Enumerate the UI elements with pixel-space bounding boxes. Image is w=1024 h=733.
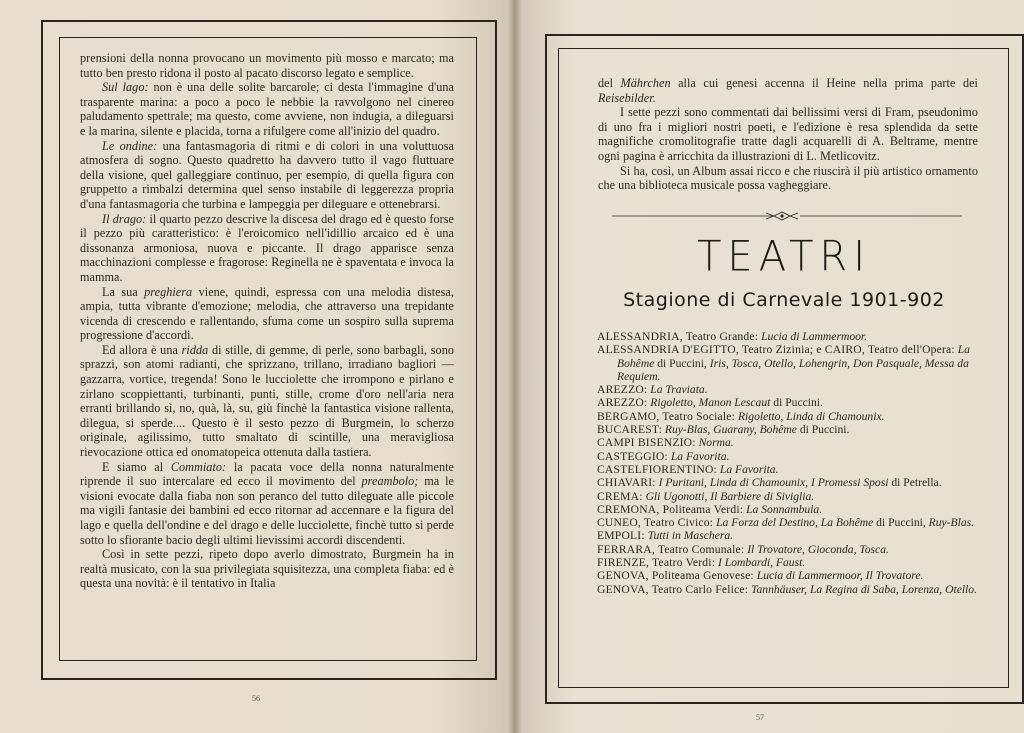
theatre-entry	[597, 436, 982, 449]
paragraph	[80, 343, 454, 460]
theatre-place: BERGAMO, Teatro Sociale:	[597, 409, 736, 423]
text-run: di Puccini,	[873, 516, 929, 530]
italic-text: Lucia di Lammermoor.	[761, 330, 868, 343]
text-run: di Petrella.	[888, 476, 942, 490]
italic-text: ridda	[181, 342, 209, 357]
text-run: La sua	[102, 284, 145, 299]
paragraph	[80, 547, 454, 591]
text-run: di Puccini,	[654, 356, 710, 370]
italic-text: Il drago:	[102, 211, 147, 226]
paragraph	[598, 164, 978, 193]
text-run: il quarto pezzo descrive la discesa del drago ed è questo forse il pezzo più caratteristico: è l'eroicomico nell'idillio arcaico ed è una dissonanza armoniosa, nuova e piccante. Il drago apparisce senza macchinazioni complesse e fragorose: Reginella ne è spaventata e invoca la mamma.	[80, 211, 454, 284]
text-run: alla cui genesi accenna il Heine nella prima parte dei	[670, 76, 978, 90]
italic-text: preghiera	[144, 284, 193, 299]
text-run: di stille, di gemme, di perle, sono barbagli, sono sprazzi, son atomi radianti, che sprizzano, trillano, irradiano bagliori — gazzarra, vortice, tregenda! Sono le lucciolette che irrompono e pirlano e zirlano scoppiettanti, turbinanti, punti, stille, crome d'oro nell'aria nera erranti brillando sì, no, quà, là, su, giù finchè la fantastica visione rallenta, dilegua, si sperde.... Questo è il sesto pezzo di Burgmein, lo scherzo originale, agilissimo, tutto smaltato di scintille, una meravigliosa rievocazione ottica ed onomatopeica ottenuta dalla tastiera.	[80, 342, 454, 460]
paragraph	[80, 460, 454, 548]
theatre-entry	[597, 503, 982, 516]
theatre-place: FERRARA, Teatro Comunale:	[597, 542, 745, 556]
italic-text: La Favorita.	[719, 462, 779, 476]
theatre-entry	[597, 383, 982, 396]
italic-text: Rigoletto, Manon Lescaut	[650, 396, 771, 410]
italic-text: Norma.	[698, 436, 734, 450]
italic-text: Commiato:	[170, 459, 227, 474]
theatre-entry	[597, 529, 982, 542]
left-page-text	[80, 51, 454, 591]
theatre-place: EMPOLI:	[597, 529, 645, 543]
italic-text: La Bohême	[617, 343, 970, 370]
paragraph	[80, 80, 454, 138]
theatre-place: CASTELFIORENTINO:	[597, 462, 717, 476]
italic-text: Rigoletto, Linda di Chamounix.	[737, 409, 885, 423]
text-run: E siamo al	[102, 459, 171, 474]
theatre-entry	[597, 396, 982, 409]
theatre-entry	[597, 556, 982, 569]
paragraph	[80, 212, 454, 285]
text-run: una fantasmagoria di ritmi e di colori in una voluttuosa atmosfera di sogno. Questo quadretto ha davvero tutto il vago fluttuare della visione, quel galleggiare continuo, per esempio, di quella figura con gruppetto a rimbalzi determina quel senso instabile di leggerezza propria d'una fantasmagoria che turbina e lampeggia per dileguare e ottenebrarsi.	[80, 138, 454, 211]
theatre-place: BUCAREST:	[597, 423, 662, 437]
text-run: Si ha, così, un Album assai ricco e che riuscirà il più artistico ornamento che una biblioteca musicale possa vagheggiare.	[598, 163, 978, 193]
theatre-place: CHIAVARI:	[597, 476, 656, 490]
theatre-entry	[597, 583, 982, 596]
italic-text: Tannhäuser, La Regina di Saba, Lorenza, Otello.	[751, 582, 977, 596]
text-run: del	[598, 76, 621, 90]
italic-text: Ruy-Blas, Guarany, Bohême	[664, 423, 797, 437]
text-run: non è una delle solite barcarole; ci desta l'immagine d'una trasparente marina: a poco a poco le nebbie la ravvolgono nel cinereo paludamento spettrale; ma questo, come avviene, non indugia, a dileguarsi e la marina, silente e placida, torna a rifulgere come all'inizio del quadro.	[80, 80, 454, 138]
text-run: ma le visioni evocate dalla fiaba non son peranco del tutto dileguate alle piccole ma vigili fantasie dei bambini ed ecco ritornar ad accennare e la figura del lago e quella dell'ondine e del drago e delle lucciolette, finchè tutto si perde sotto lo sfiorante bacio degli ultimi lievissimi accordi discendenti.	[80, 474, 454, 547]
section-heading: TEATRI	[697, 232, 871, 282]
page-number: 57	[756, 713, 764, 722]
theatre-place: ALESSANDRIA D'EGITTO, Teatro Zizinia; e CAIRO, Teatro dell'Opera:	[597, 343, 955, 357]
theatre-entry	[597, 543, 982, 556]
text-run: la pacata voce della nonna naturalmente riprende il suo intercalare ed ecco il movimento del	[80, 459, 454, 489]
section-subheading: Stagione di Carnevale 1901-902	[623, 289, 945, 311]
italic-text: Ruy-Blas.	[928, 516, 975, 530]
theatre-entry	[597, 463, 982, 476]
theatre-place: CREMA:	[597, 489, 643, 503]
theatre-entry	[597, 490, 982, 503]
paragraph	[598, 105, 978, 163]
paragraph	[598, 76, 978, 105]
paragraph	[80, 139, 454, 212]
theatre-place: CAMPI BISENZIO:	[597, 436, 696, 450]
theatre-entry	[597, 569, 982, 582]
italic-text: Mährchen	[620, 76, 671, 90]
italic-text: Iris, Tosca, Otello, Lohengrin, Don Pasquale, Messa da Requiem.	[617, 356, 969, 383]
text-run: viene, quindi, espressa con una melodia distesa, ampia, tutta vibrante d'emozione; melodia, che attraverso una trepidante vicenda di crescendo e rallentando, sfuma come un sospiro sulla suprema progressione d'accordi.	[80, 284, 454, 343]
italic-text: Gli Ugonotti, Il Barbiere di Siviglia.	[645, 489, 815, 503]
italic-text: Tutti in Maschera.	[647, 529, 734, 543]
theatre-entry	[597, 423, 982, 436]
italic-text: La Traviata.	[650, 383, 708, 397]
theatre-place: CREMONA, Politeama Verdi:	[597, 502, 744, 516]
text-run: prensioni della nonna provocano un movimento più mosso e marcato; ma tutto ben presto ridona il posto al pacato discorso legato e semplice.	[80, 51, 454, 80]
theatre-entry	[597, 343, 982, 383]
theatre-entry	[597, 450, 982, 463]
theatre-place: FIRENZE, Teatro Verdi:	[597, 556, 716, 570]
italic-text: Reisebilder.	[598, 90, 656, 105]
text-run: di Puccini.	[770, 396, 823, 410]
italic-text: La Forza del Destino, La Bohême	[716, 516, 874, 530]
italic-text: I Lombardi, Faust.	[718, 556, 806, 570]
text-run: Ed allora è una	[102, 342, 182, 357]
section-divider-ornament	[612, 210, 962, 222]
right-page	[514, 0, 1024, 733]
theatre-place: GENOVA, Teatro Carlo Felice:	[597, 582, 749, 596]
text-run: I sette pezzi sono commentati dai bellissimi versi di Fram, pseudonimo di uno fra i migliori nostri poeti, e l'edizione è resa splendida da sette magnifiche cromolitografie tratte dagli acquarelli di A. Beltrame, mentre ogni pagina è arricchita da illustrazioni di L. Metlicovitz.	[598, 105, 978, 163]
paragraph	[80, 51, 454, 80]
italic-text: preambolo;	[361, 474, 419, 489]
theatre-entry	[597, 476, 982, 489]
theatre-place: AREZZO:	[597, 396, 648, 410]
italic-text: I Puritani, Linda di Chamounix, I Promessi Sposi	[658, 476, 889, 490]
italic-text: La Sonnambula.	[746, 502, 823, 516]
right-page-intro-text	[598, 76, 978, 193]
theatre-place: AREZZO:	[597, 383, 648, 397]
theatre-place: CUNEO, Teatro Civico:	[597, 516, 714, 530]
paragraph	[80, 285, 454, 343]
italic-text: Lucia di Lammermoor, Il Trovatore.	[756, 569, 924, 583]
italic-text: Sul lago:	[102, 80, 149, 95]
text-run: Così in sette pezzi, ripeto dopo averlo dimostrato, Burgmein ha in realtà musicato, con la sua privilegiata squisitezza, una completa fiaba: ed è questa una novità: è il tentativo in Italia	[80, 547, 454, 591]
theatre-place: GENOVA, Politeama Genovese:	[597, 569, 754, 583]
theatre-entry	[597, 410, 982, 423]
theatre-list	[597, 330, 982, 596]
page-number: 56	[252, 694, 260, 703]
theatre-entry	[597, 330, 982, 343]
italic-text: Le ondine:	[102, 138, 158, 153]
text-run: di Puccini.	[796, 423, 850, 437]
italic-text: Il Trovatore, Gioconda, Tosca.	[747, 542, 889, 556]
theatre-place: ALESSANDRIA, Teatro Grande:	[597, 330, 759, 343]
book-gutter	[508, 0, 522, 733]
italic-text: La Favorita.	[670, 449, 730, 463]
theatre-entry	[597, 516, 982, 529]
theatre-place: CASTEGGIO:	[597, 449, 668, 463]
